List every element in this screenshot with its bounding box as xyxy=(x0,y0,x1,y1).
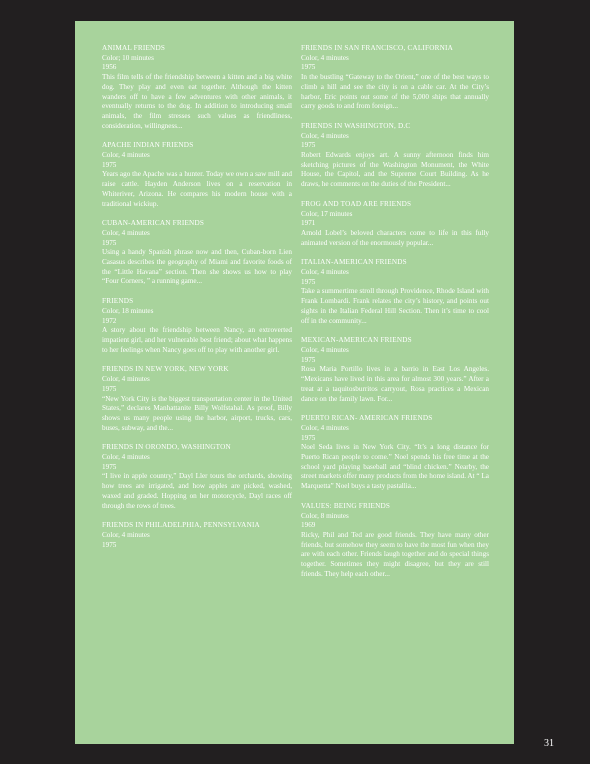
film-meta: Color, 4 minutes xyxy=(102,228,150,237)
film-title: FROG AND TOAD ARE FRIENDS xyxy=(301,199,412,208)
film-meta: Color, 4 minutes xyxy=(102,375,150,384)
film-description: Arnold Lobel’s beloved characters come to life in this fully animated version of the enormously popular... xyxy=(301,228,489,247)
film-title: FRIENDS IN ORONDO, WASHINGTON xyxy=(102,443,231,452)
film-title: VALUES: BEING FRIENDS xyxy=(301,501,391,510)
film-title: FRIENDS IN WASHINGTON, D.C xyxy=(301,121,411,130)
film-description: A story about the friendship between Nancy, an extroverted impatient girl, and her vulnerable best friend; about what happens to her feelings when Nancy goes off to play with another girl. xyxy=(102,326,292,354)
film-description: This film tells of the friendship between a kitten and a big white dog. They play and even eat together. Although the kitten wanders off to have a few adventures with other animals, it eventually returns to the dog. In addition to introducing small animals, the film stresses such values as friendliness, consideration, willingness... xyxy=(102,73,292,130)
film-entry xyxy=(102,365,292,433)
film-entry xyxy=(102,141,292,209)
film-meta: Color, 18 minutes xyxy=(102,306,154,315)
film-title: CUBAN-AMERICAN FRIENDS xyxy=(102,219,205,228)
film-title: ITALIAN-AMERICAN FRIENDS xyxy=(301,258,407,267)
film-year: 1975 xyxy=(102,160,117,169)
film-year: 1972 xyxy=(102,316,117,325)
film-year: 1975 xyxy=(102,462,117,471)
film-entry xyxy=(301,200,489,249)
film-title: FRIENDS IN SAN FRANCISCO, CALIFORNIA xyxy=(301,44,453,52)
film-meta: Color, 4 minutes xyxy=(102,530,150,539)
catalog-page xyxy=(75,21,514,744)
film-year: 1969 xyxy=(301,521,316,530)
film-title: ANIMAL FRIENDS xyxy=(102,44,166,52)
film-meta: Color, 4 minutes xyxy=(301,268,349,277)
film-year: 1975 xyxy=(301,141,316,150)
film-description: Noel Seda lives in New York City. “It’s a long distance for Puerto Rican people to come.” Noel spends his free time at the school yard playing baseball and “blind chicken.” Nearby, the street markets offer many products from the home island. At “ La Marquetta” Noel buys a tasty pastallia... xyxy=(301,443,489,491)
film-description: Using a handy Spanish phrase now and then, Cuban-born Lien Casasus describes the geography of Miami and favorite foods of the “Little Havana” section. Then she shows us how to play “Four Corners, ” a running game... xyxy=(102,248,292,286)
film-year: 1975 xyxy=(102,384,117,393)
film-entry xyxy=(301,502,489,580)
film-description: “New York City is the biggest transportation center in the United States,” declares Manhattanite Billy Wolfstahal. As proof, Billy shows us many people using the harbor, airport, trucks, cars, buses, subway, and the... xyxy=(102,394,292,432)
film-meta: Color, 4 minutes xyxy=(301,131,349,140)
film-year: 1975 xyxy=(102,238,117,247)
film-entry xyxy=(102,219,292,287)
film-title: PUERTO RICAN- AMERICAN FRIENDS xyxy=(301,414,433,423)
right-column xyxy=(301,44,489,589)
film-meta: Color, 4 minutes xyxy=(301,345,349,354)
film-title: FRIENDS IN PHILADELPHIA, PENNSYLVANIA xyxy=(102,521,260,530)
film-year: 1956 xyxy=(102,63,117,72)
film-entry xyxy=(102,443,292,511)
film-description: “I live in apple country,” Dayl Ller tours the orchards, showing how trees are irrigated, and how apples are picked, washed, waxed and graded. Hopping on her motorcycle, Dayl races off through the rows of trees. xyxy=(102,472,292,510)
film-entry xyxy=(301,122,489,190)
film-entry xyxy=(102,44,292,131)
film-title: MEXICAN-AMERICAN FRIENDS xyxy=(301,336,412,345)
film-meta: Color; 10 minutes xyxy=(102,53,154,62)
film-description: In the bustling “Gateway to the Orient,” one of the best ways to climb a hill and see the city is on a cable car. At the City’s harbor, Eric points out some of the 5,000 ships that annually carry goods to and from foreign... xyxy=(301,73,489,111)
left-column xyxy=(102,44,292,560)
film-description: Ricky, Phil and Ted are good friends. They have many other friends, but somehow they seem to have the most fun when they are with each other. Friends laugh together and do special things together. Sometimes they might disagree, but they are still friends. They help each other... xyxy=(301,530,489,578)
film-meta: Color, 8 minutes xyxy=(301,511,349,520)
film-year: 1975 xyxy=(301,63,316,72)
film-meta: Color, 4 minutes xyxy=(301,53,349,62)
film-year: 1975 xyxy=(102,540,117,549)
film-meta: Color, 17 minutes xyxy=(301,209,353,218)
film-entry xyxy=(301,414,489,492)
film-entry xyxy=(301,44,489,112)
film-year: 1971 xyxy=(301,219,316,228)
film-title: APACHE INDIAN FRIENDS xyxy=(102,141,194,150)
film-year: 1975 xyxy=(301,433,316,442)
film-entry xyxy=(301,258,489,326)
film-meta: Color, 4 minutes xyxy=(301,423,349,432)
film-entry xyxy=(102,521,292,550)
film-description: Take a summertime stroll through Providence, Rhode Island with Frank Lombardi. Frank relates the city’s history, and points out sights in the Italian Federal Hill Section. Then it’s time to cool off in the community... xyxy=(301,287,489,325)
film-description: Robert Edwards enjoys art. A sunny afternoon finds him sketching pictures of the Washington Monument, the White House, the Capitol, and the Supreme Court Building. As he draws, he comments on the duties of the President... xyxy=(301,151,489,189)
film-title: FRIENDS xyxy=(102,297,134,306)
film-year: 1975 xyxy=(301,277,316,286)
film-meta: Color, 4 minutes xyxy=(102,151,150,160)
film-description: Years ago the Apache was a hunter. Today we own a saw mill and raise cattle. Hayden Anderson lives on a reservation in Whiteriver, Arizona. He compares his modern house with a traditional wickiup. xyxy=(102,170,292,208)
page-number: 31 xyxy=(544,738,554,749)
film-year: 1975 xyxy=(301,355,316,364)
film-meta: Color, 4 minutes xyxy=(102,453,150,462)
film-description: Rosa Maria Portillo lives in a barrio in East Los Angeles. “Mexicans have lived in this area for almost 300 years.” After a treat at a taquitosburritos carryout, Rosa practices a Mexican dance on the family lawn. For... xyxy=(301,365,489,403)
film-entry xyxy=(301,336,489,404)
film-entry xyxy=(102,297,292,355)
film-title: FRIENDS IN NEW YORK, NEW YORK xyxy=(102,365,229,374)
